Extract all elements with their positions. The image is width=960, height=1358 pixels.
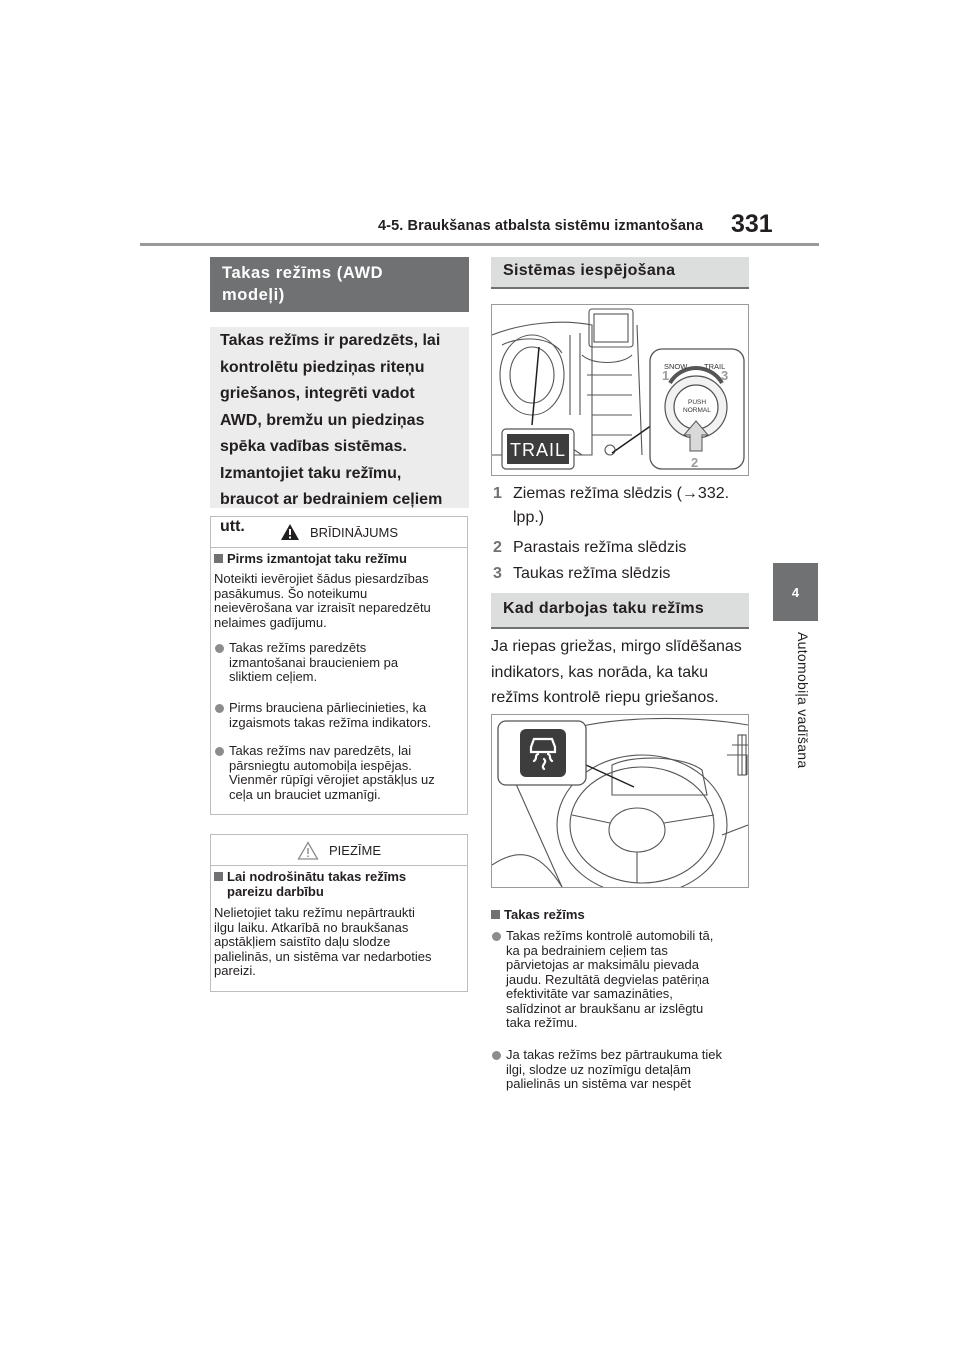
intro-line: braucot ar bedrainiem ceļiem — [220, 491, 443, 508]
warning-box — [210, 516, 468, 815]
chapter-tab — [773, 563, 818, 621]
bullet-dot-icon — [492, 932, 501, 941]
notice-line: apstākļiem saistīto daļu slodze — [214, 934, 391, 949]
chapter-title: Automobiļa vadīšana — [795, 632, 811, 769]
section-heading-line2: modeļi) — [222, 286, 285, 304]
bullet-dot-icon — [215, 747, 224, 756]
intro-line: AWD, bremžu un piedziņas — [220, 411, 425, 429]
chapter-number: 4 — [791, 584, 800, 600]
callout-1: 1 — [662, 368, 670, 383]
bullet-line: Pirms brauciena pārliecinieties, ka — [229, 700, 427, 715]
bullet-line: taka režīmu. — [506, 1015, 578, 1030]
bullet-line: pārsniegtu automobiļa iespējas. — [229, 757, 412, 773]
bullet-line: pārvietojas ar maksimālu pievada — [506, 957, 699, 972]
enable-heading: Sistēmas iespējošana — [491, 257, 749, 289]
trail-label: TRAIL — [704, 362, 726, 371]
bullet-line: ka pa bedrainiem ceļiem tas — [506, 942, 668, 958]
warning-intro-line: Noteikti ievērojiet šādus piesardzības — [214, 571, 429, 586]
page-number: 331 — [731, 210, 773, 238]
trail-badge: TRAIL — [509, 440, 567, 460]
bullet-line: salīdzinot ar braukšanu ar izslēgtu — [506, 1000, 704, 1016]
bullet-line: palielinās un sistēma var nespēt — [506, 1076, 691, 1091]
list-item: 2 Parastais režīma slēdzis — [493, 539, 687, 556]
trail-bullet — [491, 1048, 753, 1092]
notice-line: palielinās, un sistēma var nedarboties — [214, 948, 432, 964]
bullet-line: jaudu. Rezultātā degvielas patēriņa — [506, 971, 710, 987]
warning-bullet — [214, 641, 466, 685]
warning-bullet — [214, 701, 466, 730]
intro-line: utt. — [220, 517, 245, 535]
bullet-line: izgaismots takas režīma indikators. — [229, 714, 432, 730]
notice-line: ilgu laiku. Atkarībā no braukšanas — [214, 919, 409, 935]
warning-header — [211, 517, 467, 548]
header-rule — [140, 243, 819, 246]
operating-paragraph — [491, 634, 753, 711]
intro-line: Takas režīms ir paredzēts, lai — [220, 332, 441, 349]
square-bullet-icon — [491, 910, 500, 919]
intro-line: Izmantojiet taku režīmu, — [220, 464, 402, 482]
intro-line: griešanos, integrēti vadot — [220, 385, 415, 402]
bullet-line: Takas režīms kontrolē automobili tā, — [506, 928, 714, 943]
section-heading-line1: Takas režīms (AWD — [222, 264, 384, 282]
notice-line: pareizi. — [214, 963, 256, 978]
square-bullet-icon — [214, 554, 223, 563]
snow-label: SNOW — [664, 362, 688, 371]
para-line: indikators, kas norāda, ka taku — [491, 663, 709, 681]
warning-bullet — [214, 744, 466, 802]
notice-line: Nelietojiet taku režīmu nepārtraukti — [214, 905, 415, 920]
square-bullet-icon — [214, 872, 223, 881]
normal-label: NORMAL — [683, 407, 711, 414]
notice-triangle-icon — [297, 841, 319, 860]
bullet-line: Ja takas režīms bez pārtraukuma tiek — [506, 1047, 723, 1062]
bullet-line: Takas režīms nav paredzēts, lai — [229, 743, 412, 758]
callout-3: 3 — [721, 368, 729, 383]
bullet-dot-icon — [215, 644, 224, 653]
bullet-line: izmantošanai braucieniem pa — [229, 654, 399, 670]
notice-subheading: Lai nodrošinātu takas režīms pareizu darbību — [214, 869, 464, 899]
para-line: režīms kontrolē riepu griešanos. — [491, 689, 719, 706]
list-item: 3 Taukas režīma slēdzis — [493, 565, 671, 582]
warning-intro-line: nelaimes gadījumu. — [214, 614, 327, 630]
trail-bullet — [491, 929, 753, 1031]
warning-intro-line: neievērošana var izraisīt neparedzētu — [214, 600, 431, 615]
trail-switch-figure — [491, 304, 749, 476]
trail-mode-subheading: Takas režīms — [491, 907, 753, 922]
list-item: 1 Ziemas režīma slēdzis (→332. lpp.) — [493, 485, 730, 526]
warning-triangle-icon — [280, 523, 300, 541]
bullet-line: Vienmēr rūpīgi vērojiet apstākļus uz — [229, 772, 435, 787]
bullet-dot-icon — [215, 704, 224, 713]
bullet-line: efektivitāte var samazināties, — [506, 986, 673, 1001]
notice-header — [211, 835, 467, 866]
warning-title: BRĪDINĀJUMS — [309, 524, 399, 540]
para-line: Ja riepas griežas, mirgo slīdēšanas — [491, 638, 742, 655]
intro-line: spēka vadības sistēmas. — [220, 438, 407, 455]
notice-title: PIEZĪME — [328, 842, 381, 858]
notice-box — [210, 834, 468, 992]
warning-intro-line: pasākumus. Šo noteikumu — [214, 585, 368, 601]
bullet-dot-icon — [492, 1051, 501, 1060]
section-heading — [210, 257, 469, 312]
intro-line: kontrolētu piedziņas riteņu — [220, 358, 425, 376]
callout-2: 2 — [691, 455, 699, 470]
dashboard-illustration — [492, 305, 748, 475]
section-title: 4-5. Braukšanas atbalsta sistēmu izmantošana — [378, 218, 704, 234]
operating-heading: Kad darbojas taku režīms — [491, 593, 749, 629]
numbered-list — [493, 482, 753, 586]
steering-wheel-illustration — [492, 715, 748, 887]
warning-subheading: Pirms izmantojat taku režīmu — [214, 551, 464, 566]
bullet-line: ilgi, slodze uz nozīmīgu detaļām — [506, 1061, 691, 1077]
bullet-line: sliktiem ceļiem. — [229, 669, 318, 684]
push-label: PUSH — [688, 399, 707, 406]
slip-indicator-figure — [491, 714, 749, 888]
bullet-line: Takas režīms paredzēts — [229, 640, 367, 655]
bullet-line: ceļa un brauciet uzmanīgi. — [229, 786, 381, 802]
